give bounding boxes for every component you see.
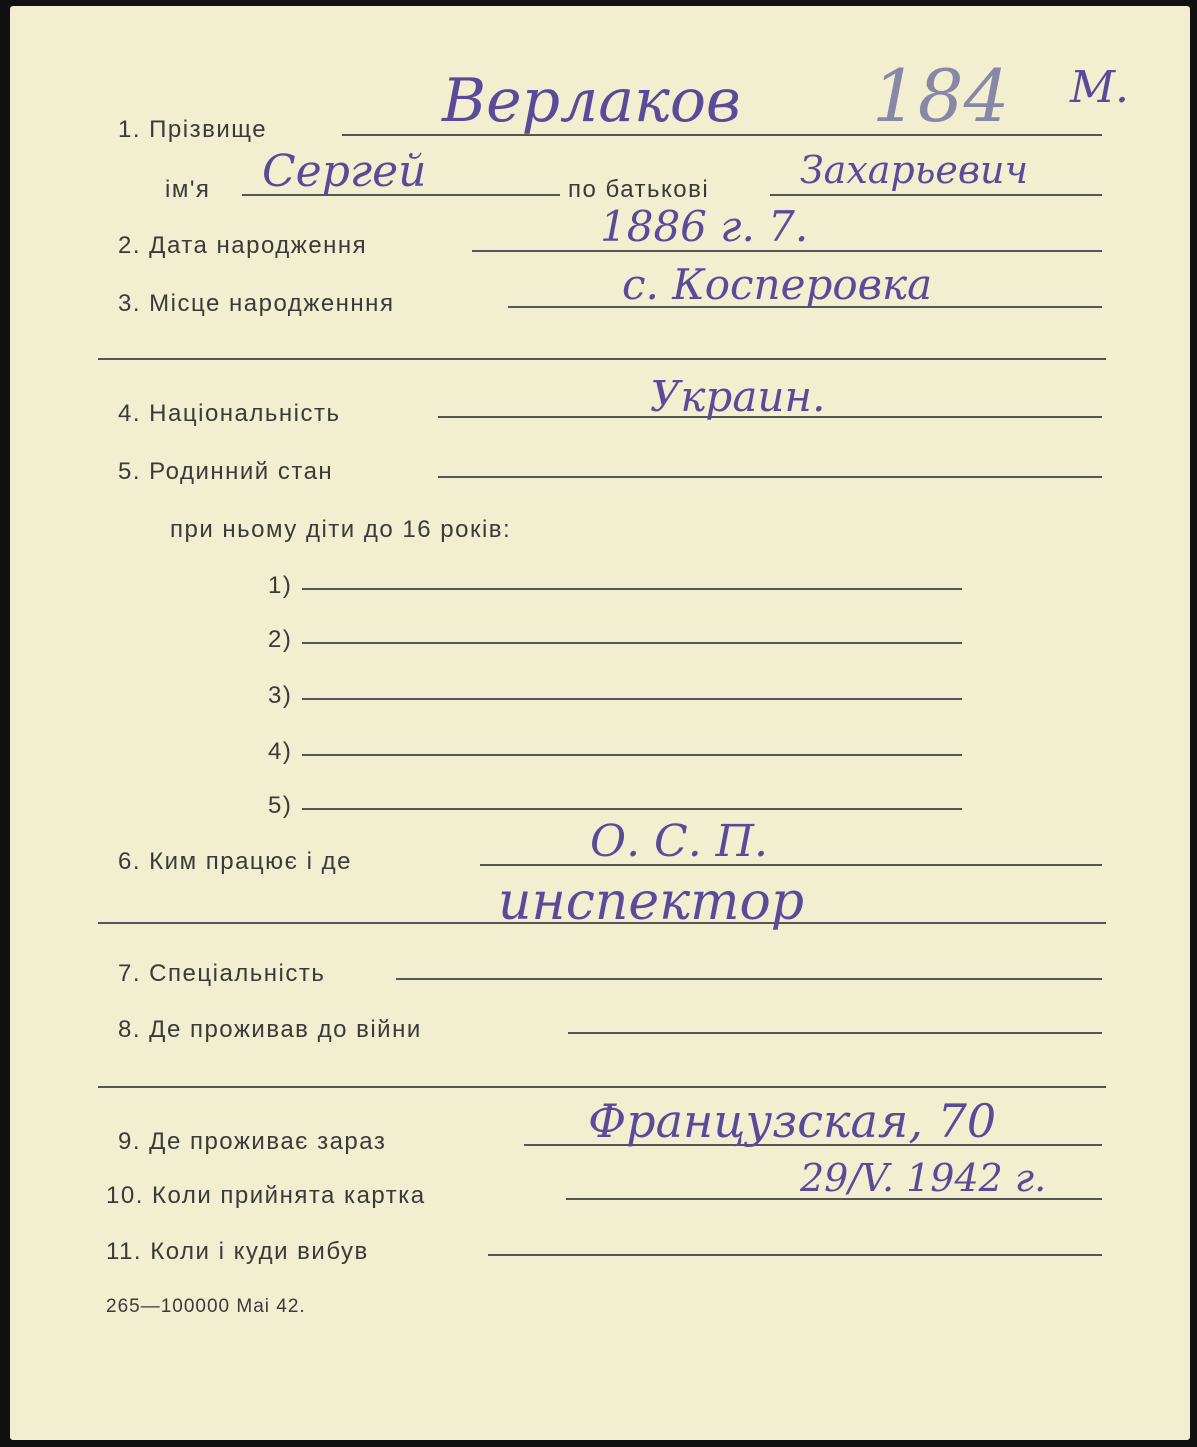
hand-card-date: 29/V. 1942 г. <box>800 1156 1047 1200</box>
label-child-2: 2) <box>268 626 293 653</box>
line-specialty <box>396 978 1102 980</box>
label-work: 6. Ким працює і де <box>118 848 352 875</box>
line-birth-place-2 <box>98 358 1106 360</box>
line-child-2 <box>302 642 962 644</box>
hand-patronymic: Захарьевич <box>800 148 1029 192</box>
label-nationality: 4. Національність <box>118 400 341 427</box>
label-birth-date: 2. Дата народження <box>118 232 368 259</box>
hand-birth-date: 1886 г. 7. <box>600 202 809 251</box>
line-child-5 <box>302 808 962 810</box>
label-card-date: 10. Коли прийнята картка <box>106 1182 426 1209</box>
label-patronymic: по батькові <box>568 176 710 203</box>
line-prewar-address-2 <box>98 1086 1106 1088</box>
line-child-1 <box>302 588 962 590</box>
line-family-status <box>438 476 1102 478</box>
label-child-3: 3) <box>268 682 293 709</box>
line-prewar-address <box>568 1032 1102 1034</box>
registration-card <box>10 6 1190 1440</box>
label-children: при ньому діти до 16 років: <box>170 516 512 543</box>
hand-number: 184 <box>872 54 1010 138</box>
label-prewar-address: 8. Де проживав до війни <box>118 1016 422 1043</box>
hand-mark: М. <box>1070 62 1130 113</box>
line-departure <box>488 1254 1102 1256</box>
label-child-5: 5) <box>268 792 293 819</box>
label-birth-place: 3. Місце народженння <box>118 290 395 317</box>
line-work <box>480 864 1102 866</box>
hand-nationality: Украин. <box>650 372 826 421</box>
label-departure: 11. Коли і куди вибув <box>106 1238 369 1265</box>
label-child-1: 1) <box>268 572 293 599</box>
label-child-4: 4) <box>268 738 293 765</box>
hand-work: О. С. П. <box>590 816 769 867</box>
hand-current-address: Французская, 70 <box>588 1094 997 1148</box>
hand-surname: Верлаков <box>442 66 741 136</box>
hand-birth-place: с. Косперовка <box>622 260 933 309</box>
hand-first-name: Сергей <box>262 146 427 197</box>
label-family-status: 5. Родинний стан <box>118 458 334 485</box>
label-surname: 1. Прізвище <box>118 116 268 143</box>
label-first-name: ім'я <box>165 176 211 203</box>
label-current-address: 9. Де проживає зараз <box>118 1128 387 1155</box>
hand-position: инспектор <box>498 872 805 932</box>
print-footer: 265—100000 Mai 42. <box>106 1296 306 1317</box>
line-patronymic <box>770 194 1102 196</box>
line-child-3 <box>302 698 962 700</box>
label-specialty: 7. Спеціальність <box>118 960 326 987</box>
line-child-4 <box>302 754 962 756</box>
